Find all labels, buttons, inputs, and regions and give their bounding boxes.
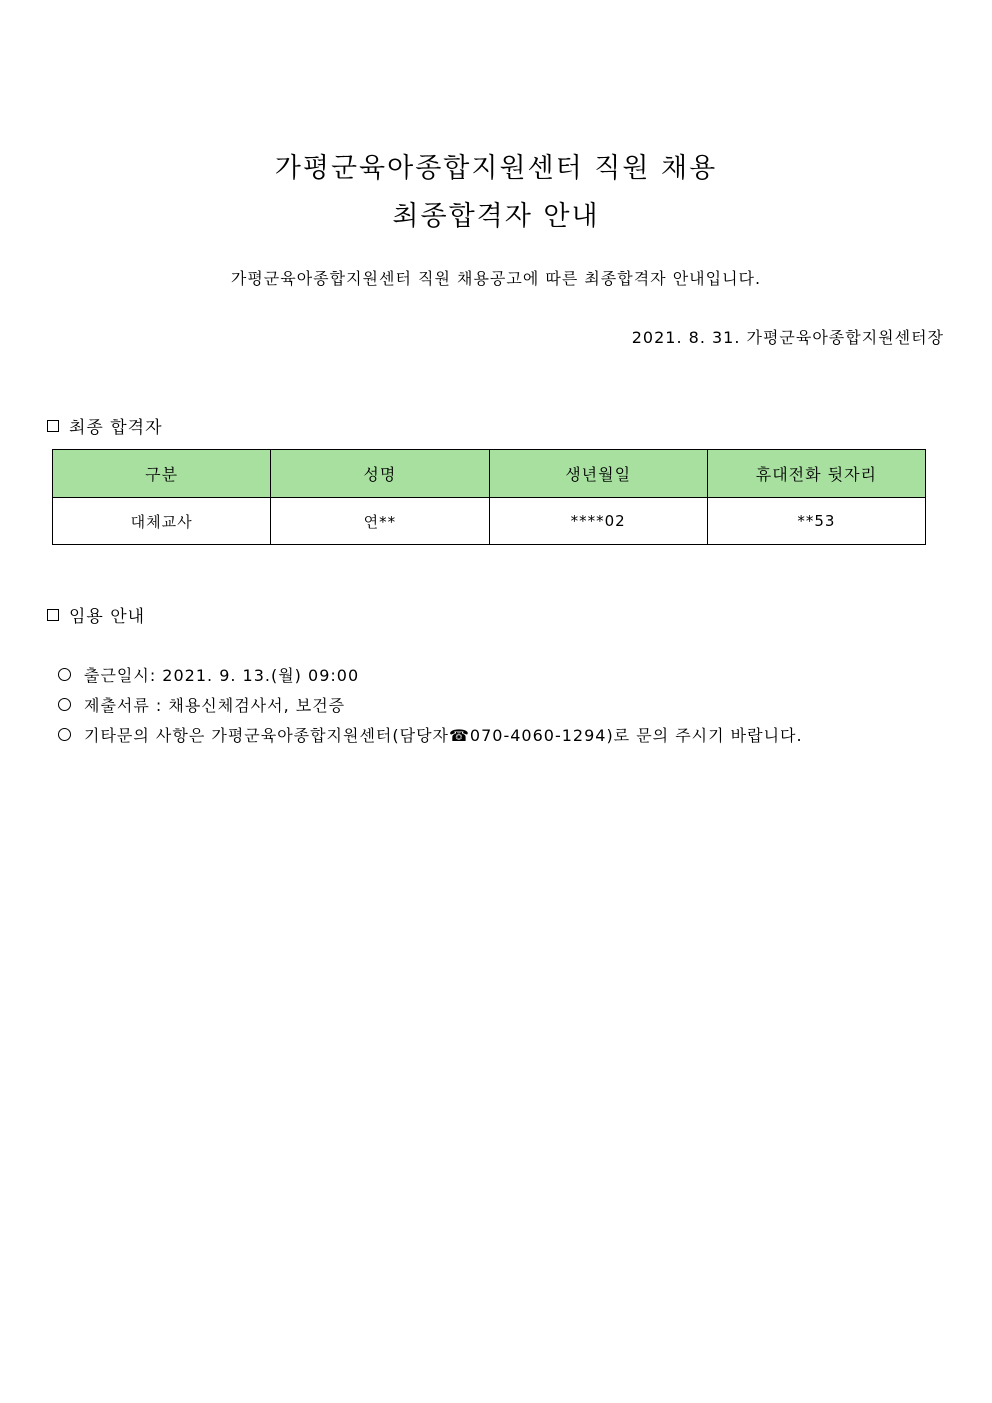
cell-phone-suffix: **53 (707, 498, 925, 545)
column-header-phone-suffix: 휴대전화 뒷자리 (707, 450, 925, 498)
checkbox-square-icon (47, 420, 59, 432)
list-item-text: 제출서류 : 채용신체검사서, 보건증 (84, 695, 346, 715)
circle-bullet-icon (58, 728, 71, 741)
cell-name: 연** (271, 498, 489, 545)
table-header-row (53, 450, 926, 498)
table-row (53, 498, 926, 545)
column-header-birthdate: 생년월일 (489, 450, 707, 498)
document-title-line2: 최종합격자 안내 (392, 201, 600, 232)
cell-birthdate: ****02 (489, 498, 707, 545)
cell-category: 대체교사 (53, 498, 271, 545)
list-item (58, 719, 803, 749)
list-item-text: 기타문의 사항은 가평군육아종합지원센터(담당자☎070-4060-1294)로 문의 주시기 바랍니다. (84, 725, 803, 745)
section-heading-final-label: 최종 합격자 (69, 418, 163, 438)
appointment-guide-list (58, 659, 803, 749)
section-heading-appointment-label: 임용 안내 (69, 607, 146, 627)
date-issuer: 2021. 8. 31. 가평군육아종합지원센터장 (631, 328, 944, 347)
section-heading-appointment (47, 602, 145, 627)
circle-bullet-icon (58, 698, 71, 711)
column-header-category: 구분 (53, 450, 271, 498)
circle-bullet-icon (58, 668, 71, 681)
checkbox-square-icon (47, 609, 59, 621)
final-result-table (52, 449, 926, 545)
list-item (58, 689, 803, 719)
intro-text: 가평군육아종합지원센터 직원 채용공고에 따른 최종합격자 안내입니다. (230, 269, 762, 288)
document-title-line1: 가평군육아종합지원센터 직원 채용 (274, 153, 718, 184)
list-item-text: 출근일시: 2021. 9. 13.(월) 09:00 (84, 665, 360, 685)
column-header-name: 성명 (271, 450, 489, 498)
section-heading-final (47, 413, 163, 438)
list-item (58, 659, 803, 689)
